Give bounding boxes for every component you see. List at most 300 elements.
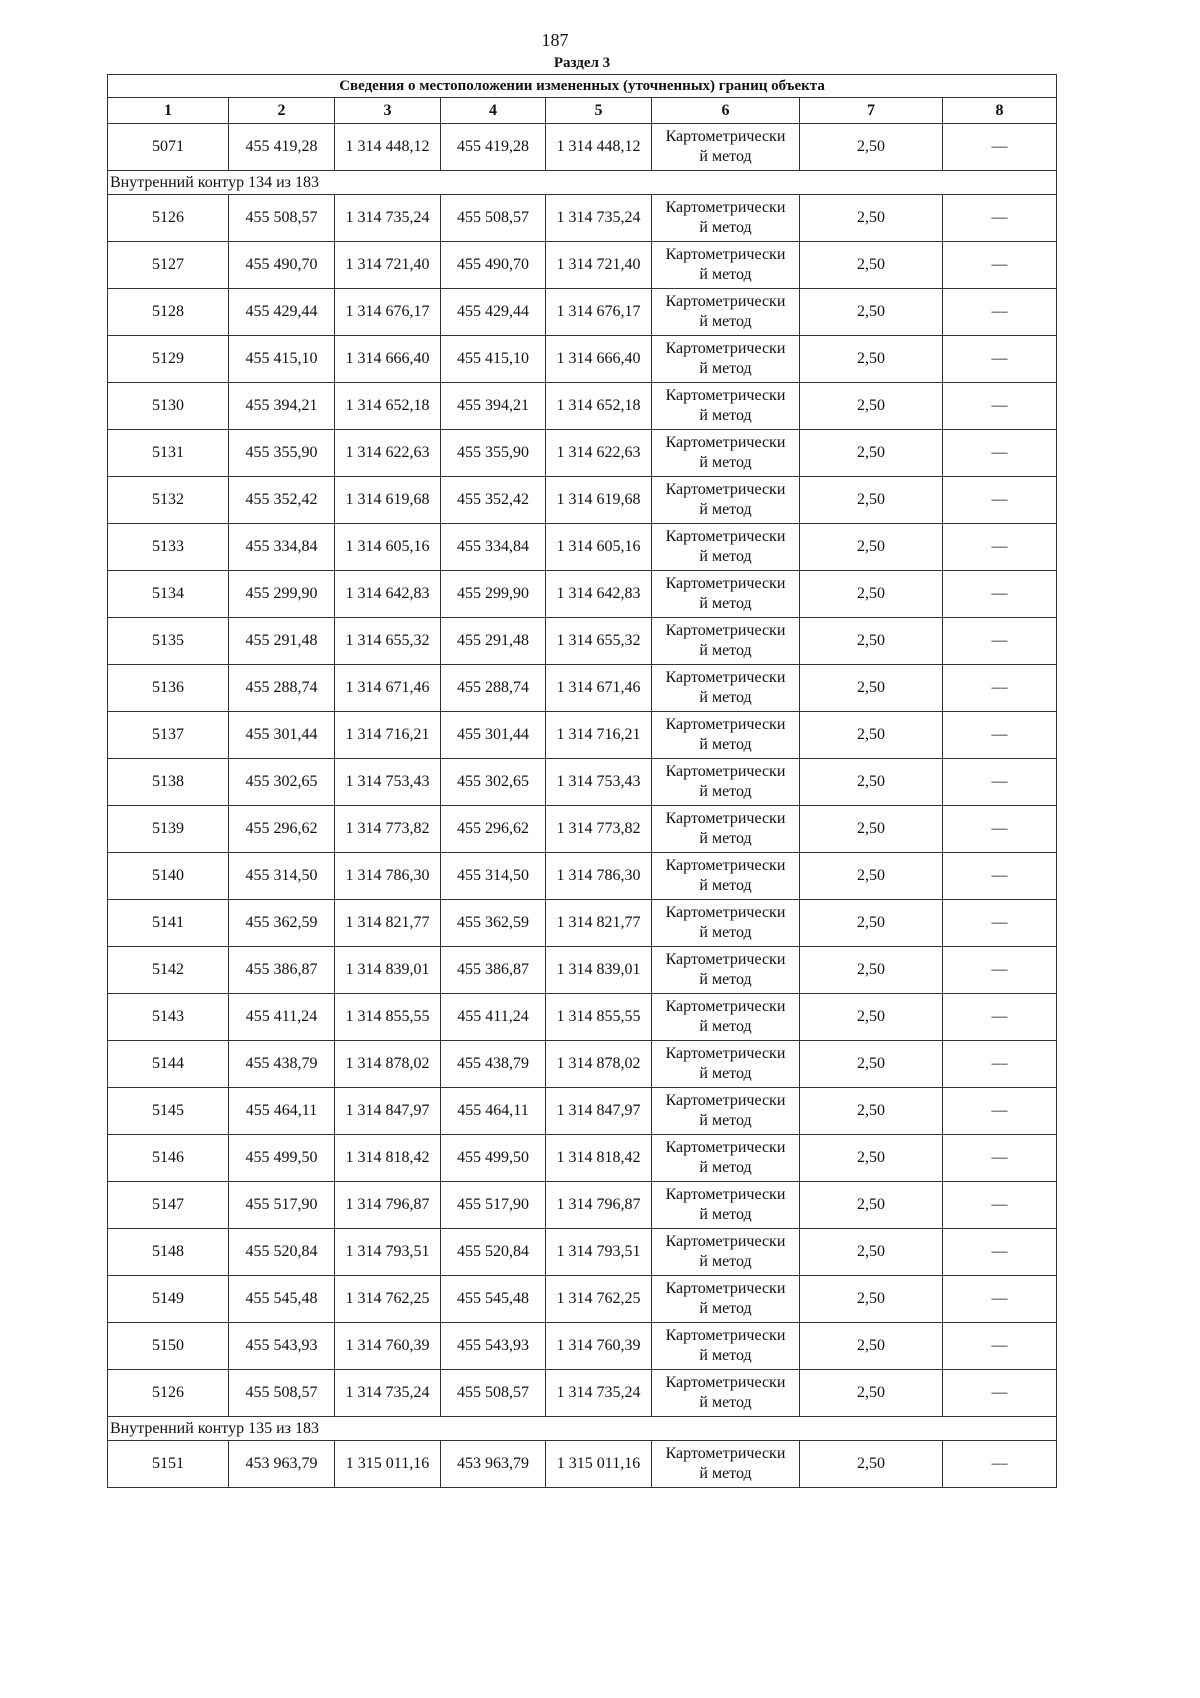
x-existing-cell: 455 545,48 — [229, 1276, 335, 1323]
description-cell: — — [943, 1182, 1057, 1229]
method-text-line1: Картометрически — [665, 340, 786, 357]
x-existing-cell: 455 508,57 — [229, 1370, 335, 1417]
description-cell: — — [943, 1088, 1057, 1135]
method-text-line1: Картометрически — [665, 622, 786, 639]
table-row — [108, 336, 1057, 383]
point-number-cell: 5132 — [108, 477, 229, 524]
accuracy-cell: 2,50 — [800, 430, 943, 477]
x-refined-cell: 455 517,90 — [441, 1182, 546, 1229]
method-text-line2: й метод — [699, 1253, 752, 1270]
accuracy-cell: 2,50 — [800, 1182, 943, 1229]
table-row — [108, 1135, 1057, 1182]
x-existing-cell: 455 490,70 — [229, 242, 335, 289]
contour-row — [108, 1417, 1057, 1441]
y-existing-cell: 1 314 652,18 — [335, 383, 441, 430]
table-row — [108, 853, 1057, 900]
y-refined-cell: 1 314 622,63 — [546, 430, 652, 477]
method-text-line1: Картометрически — [665, 1374, 786, 1391]
description-cell: — — [943, 759, 1057, 806]
point-number-cell: 5150 — [108, 1323, 229, 1370]
point-number-cell: 5147 — [108, 1182, 229, 1229]
method-cell — [652, 1276, 800, 1323]
x-existing-cell: 455 288,74 — [229, 665, 335, 712]
y-refined-cell: 1 314 762,25 — [546, 1276, 652, 1323]
x-refined-cell: 455 545,48 — [441, 1276, 546, 1323]
y-existing-cell: 1 314 878,02 — [335, 1041, 441, 1088]
accuracy-cell: 2,50 — [800, 477, 943, 524]
description-cell: — — [943, 1276, 1057, 1323]
accuracy-cell: 2,50 — [800, 336, 943, 383]
accuracy-cell: 2,50 — [800, 759, 943, 806]
accuracy-cell: 2,50 — [800, 1323, 943, 1370]
method-text-line1: Картометрически — [665, 810, 786, 827]
description-cell: — — [943, 712, 1057, 759]
point-number-cell: 5138 — [108, 759, 229, 806]
accuracy-cell: 2,50 — [800, 195, 943, 242]
contour-label: Внутренний контур 135 из 183 — [108, 1417, 1057, 1441]
method-cell — [652, 1229, 800, 1276]
method-cell — [652, 477, 800, 524]
method-text-line2: й метод — [699, 313, 752, 330]
table-row — [108, 289, 1057, 336]
table-row — [108, 1041, 1057, 1088]
point-number-cell: 5136 — [108, 665, 229, 712]
point-number-cell: 5148 — [108, 1229, 229, 1276]
x-refined-cell: 455 302,65 — [441, 759, 546, 806]
x-refined-cell: 455 394,21 — [441, 383, 546, 430]
method-cell — [652, 947, 800, 994]
x-refined-cell: 453 963,79 — [441, 1441, 546, 1488]
accuracy-cell: 2,50 — [800, 618, 943, 665]
method-text-line1: Картометрически — [665, 1139, 786, 1156]
method-cell — [652, 900, 800, 947]
y-existing-cell: 1 314 855,55 — [335, 994, 441, 1041]
table-row — [108, 477, 1057, 524]
method-text-line1: Картометрически — [665, 716, 786, 733]
y-refined-cell: 1 314 721,40 — [546, 242, 652, 289]
x-existing-cell: 455 419,28 — [229, 124, 335, 171]
point-number-cell: 5126 — [108, 1370, 229, 1417]
y-existing-cell: 1 314 666,40 — [335, 336, 441, 383]
y-refined-cell: 1 315 011,16 — [546, 1441, 652, 1488]
description-cell: — — [943, 665, 1057, 712]
y-refined-cell: 1 314 676,17 — [546, 289, 652, 336]
point-number-cell: 5137 — [108, 712, 229, 759]
point-number-cell: 5139 — [108, 806, 229, 853]
method-cell — [652, 618, 800, 665]
method-cell — [652, 759, 800, 806]
table-body — [108, 75, 1057, 1488]
table-row — [108, 242, 1057, 289]
accuracy-cell: 2,50 — [800, 524, 943, 571]
method-text-line1: Картометрически — [665, 904, 786, 921]
description-cell: — — [943, 195, 1057, 242]
method-text-line2: й метод — [699, 148, 752, 165]
x-existing-cell: 455 464,11 — [229, 1088, 335, 1135]
y-existing-cell: 1 314 796,87 — [335, 1182, 441, 1229]
method-text-line1: Картометрически — [665, 434, 786, 451]
point-number-cell: 5144 — [108, 1041, 229, 1088]
y-existing-cell: 1 314 676,17 — [335, 289, 441, 336]
y-existing-cell: 1 314 619,68 — [335, 477, 441, 524]
method-text-line2: й метод — [699, 360, 752, 377]
table-row — [108, 1441, 1057, 1488]
description-cell: — — [943, 1441, 1057, 1488]
x-refined-cell: 455 334,84 — [441, 524, 546, 571]
accuracy-cell: 2,50 — [800, 1441, 943, 1488]
method-text-line2: й метод — [699, 1300, 752, 1317]
method-cell — [652, 242, 800, 289]
method-cell — [652, 289, 800, 336]
table-row — [108, 806, 1057, 853]
table-row — [108, 665, 1057, 712]
method-cell — [652, 195, 800, 242]
x-existing-cell: 455 334,84 — [229, 524, 335, 571]
description-cell: — — [943, 289, 1057, 336]
table-row — [108, 124, 1057, 171]
x-existing-cell: 455 355,90 — [229, 430, 335, 477]
x-existing-cell: 455 291,48 — [229, 618, 335, 665]
method-text-line1: Картометрически — [665, 575, 786, 592]
contour-row — [108, 171, 1057, 195]
method-text-line1: Картометрически — [665, 481, 786, 498]
method-cell — [652, 1370, 800, 1417]
y-existing-cell: 1 314 762,25 — [335, 1276, 441, 1323]
y-refined-cell: 1 314 671,46 — [546, 665, 652, 712]
point-number-cell: 5146 — [108, 1135, 229, 1182]
boundary-coordinates-table — [107, 74, 1057, 1488]
method-cell — [652, 1182, 800, 1229]
y-refined-cell: 1 314 878,02 — [546, 1041, 652, 1088]
accuracy-cell: 2,50 — [800, 1229, 943, 1276]
x-refined-cell: 455 415,10 — [441, 336, 546, 383]
x-refined-cell: 455 362,59 — [441, 900, 546, 947]
y-existing-cell: 1 314 839,01 — [335, 947, 441, 994]
accuracy-cell: 2,50 — [800, 712, 943, 759]
method-text-line2: й метод — [699, 1159, 752, 1176]
accuracy-cell: 2,50 — [800, 994, 943, 1041]
description-cell: — — [943, 806, 1057, 853]
x-existing-cell: 455 302,65 — [229, 759, 335, 806]
method-text-line2: й метод — [699, 924, 752, 941]
table-row — [108, 712, 1057, 759]
method-text-line2: й метод — [699, 783, 752, 800]
x-existing-cell: 455 415,10 — [229, 336, 335, 383]
method-text-line2: й метод — [699, 1394, 752, 1411]
accuracy-cell: 2,50 — [800, 665, 943, 712]
method-text-line1: Картометрически — [665, 669, 786, 686]
y-existing-cell: 1 314 773,82 — [335, 806, 441, 853]
table-title-row — [108, 75, 1057, 98]
y-existing-cell: 1 314 622,63 — [335, 430, 441, 477]
method-cell — [652, 430, 800, 477]
y-existing-cell: 1 314 655,32 — [335, 618, 441, 665]
method-text-line2: й метод — [699, 1347, 752, 1364]
accuracy-cell: 2,50 — [800, 1088, 943, 1135]
x-refined-cell: 455 508,57 — [441, 1370, 546, 1417]
x-refined-cell: 455 429,44 — [441, 289, 546, 336]
method-cell — [652, 124, 800, 171]
x-existing-cell: 455 301,44 — [229, 712, 335, 759]
y-refined-cell: 1 314 619,68 — [546, 477, 652, 524]
y-existing-cell: 1 314 671,46 — [335, 665, 441, 712]
y-existing-cell: 1 314 847,97 — [335, 1088, 441, 1135]
accuracy-cell: 2,50 — [800, 383, 943, 430]
method-cell — [652, 524, 800, 571]
method-text-line1: Картометрически — [665, 1045, 786, 1062]
table-row — [108, 524, 1057, 571]
method-text-line2: й метод — [699, 971, 752, 988]
description-cell: — — [943, 336, 1057, 383]
x-existing-cell: 455 411,24 — [229, 994, 335, 1041]
method-text-line1: Картометрически — [665, 1092, 786, 1109]
method-text-line1: Картометрически — [665, 998, 786, 1015]
y-refined-cell: 1 314 753,43 — [546, 759, 652, 806]
point-number-cell: 5131 — [108, 430, 229, 477]
x-refined-cell: 455 411,24 — [441, 994, 546, 1041]
column-header: 3 — [335, 98, 441, 124]
method-text-line1: Картометрически — [665, 528, 786, 545]
y-refined-cell: 1 314 818,42 — [546, 1135, 652, 1182]
description-cell: — — [943, 1370, 1057, 1417]
point-number-cell: 5126 — [108, 195, 229, 242]
x-refined-cell: 455 296,62 — [441, 806, 546, 853]
accuracy-cell: 2,50 — [800, 124, 943, 171]
table-row — [108, 947, 1057, 994]
point-number-cell: 5151 — [108, 1441, 229, 1488]
point-number-cell: 5141 — [108, 900, 229, 947]
y-existing-cell: 1 314 605,16 — [335, 524, 441, 571]
method-text-line1: Картометрически — [665, 293, 786, 310]
x-refined-cell: 455 464,11 — [441, 1088, 546, 1135]
method-text-line1: Картометрически — [665, 128, 786, 145]
column-header: 8 — [943, 98, 1057, 124]
description-cell: — — [943, 383, 1057, 430]
contour-label: Внутренний контур 134 из 183 — [108, 171, 1057, 195]
description-cell: — — [943, 900, 1057, 947]
section-title: Раздел 3 — [553, 55, 611, 71]
point-number-cell: 5145 — [108, 1088, 229, 1135]
accuracy-cell: 2,50 — [800, 571, 943, 618]
y-existing-cell: 1 314 735,24 — [335, 1370, 441, 1417]
accuracy-cell: 2,50 — [800, 900, 943, 947]
x-refined-cell: 455 355,90 — [441, 430, 546, 477]
y-existing-cell: 1 314 793,51 — [335, 1229, 441, 1276]
method-text-line2: й метод — [699, 1065, 752, 1082]
y-refined-cell: 1 314 666,40 — [546, 336, 652, 383]
x-refined-cell: 455 288,74 — [441, 665, 546, 712]
method-text-line1: Картометрически — [665, 199, 786, 216]
method-text-line2: й метод — [699, 877, 752, 894]
y-refined-cell: 1 314 786,30 — [546, 853, 652, 900]
accuracy-cell: 2,50 — [800, 242, 943, 289]
page-number: 187 — [541, 30, 569, 50]
accuracy-cell: 2,50 — [800, 1041, 943, 1088]
description-cell: — — [943, 947, 1057, 994]
method-cell — [652, 665, 800, 712]
y-existing-cell: 1 314 448,12 — [335, 124, 441, 171]
point-number-cell: 5130 — [108, 383, 229, 430]
accuracy-cell: 2,50 — [800, 1370, 943, 1417]
x-existing-cell: 455 499,50 — [229, 1135, 335, 1182]
point-number-cell: 5140 — [108, 853, 229, 900]
table-row — [108, 383, 1057, 430]
description-cell: — — [943, 853, 1057, 900]
method-cell — [652, 383, 800, 430]
table-row — [108, 994, 1057, 1041]
x-refined-cell: 455 301,44 — [441, 712, 546, 759]
method-text-line1: Картометрически — [665, 951, 786, 968]
y-refined-cell: 1 314 735,24 — [546, 1370, 652, 1417]
method-text-line1: Картометрически — [665, 763, 786, 780]
x-existing-cell: 455 386,87 — [229, 947, 335, 994]
x-refined-cell: 455 499,50 — [441, 1135, 546, 1182]
y-refined-cell: 1 314 716,21 — [546, 712, 652, 759]
column-header: 7 — [800, 98, 943, 124]
method-text-line2: й метод — [699, 1206, 752, 1223]
table-row — [108, 1088, 1057, 1135]
y-existing-cell: 1 314 753,43 — [335, 759, 441, 806]
x-refined-cell: 455 438,79 — [441, 1041, 546, 1088]
table-row — [108, 900, 1057, 947]
point-number-cell: 5128 — [108, 289, 229, 336]
y-refined-cell: 1 314 839,01 — [546, 947, 652, 994]
method-cell — [652, 1041, 800, 1088]
x-existing-cell: 455 429,44 — [229, 289, 335, 336]
method-text-line2: й метод — [699, 501, 752, 518]
method-cell — [652, 1441, 800, 1488]
x-existing-cell: 455 362,59 — [229, 900, 335, 947]
description-cell: — — [943, 1323, 1057, 1370]
accuracy-cell: 2,50 — [800, 289, 943, 336]
x-existing-cell: 455 543,93 — [229, 1323, 335, 1370]
x-existing-cell: 455 517,90 — [229, 1182, 335, 1229]
description-cell: — — [943, 242, 1057, 289]
table-row — [108, 571, 1057, 618]
column-header: 4 — [441, 98, 546, 124]
x-existing-cell: 455 394,21 — [229, 383, 335, 430]
y-existing-cell: 1 314 786,30 — [335, 853, 441, 900]
x-existing-cell: 455 314,50 — [229, 853, 335, 900]
method-text-line1: Картометрически — [665, 1445, 786, 1462]
description-cell: — — [943, 1229, 1057, 1276]
column-header: 2 — [229, 98, 335, 124]
method-text-line2: й метод — [699, 689, 752, 706]
x-refined-cell: 455 299,90 — [441, 571, 546, 618]
y-existing-cell: 1 314 760,39 — [335, 1323, 441, 1370]
point-number-cell: 5143 — [108, 994, 229, 1041]
point-number-cell: 5129 — [108, 336, 229, 383]
x-refined-cell: 455 543,93 — [441, 1323, 546, 1370]
x-refined-cell: 455 508,57 — [441, 195, 546, 242]
y-refined-cell: 1 314 605,16 — [546, 524, 652, 571]
table-row — [108, 1182, 1057, 1229]
y-refined-cell: 1 314 847,97 — [546, 1088, 652, 1135]
method-cell — [652, 1088, 800, 1135]
y-refined-cell: 1 314 735,24 — [546, 195, 652, 242]
column-header: 5 — [546, 98, 652, 124]
description-cell: — — [943, 477, 1057, 524]
x-existing-cell: 455 352,42 — [229, 477, 335, 524]
method-text-line2: й метод — [699, 548, 752, 565]
table-header-row — [108, 98, 1057, 124]
method-text-line2: й метод — [699, 1465, 752, 1482]
y-existing-cell: 1 314 721,40 — [335, 242, 441, 289]
y-existing-cell: 1 315 011,16 — [335, 1441, 441, 1488]
x-refined-cell: 455 386,87 — [441, 947, 546, 994]
method-cell — [652, 1135, 800, 1182]
point-number-cell: 5134 — [108, 571, 229, 618]
method-cell — [652, 571, 800, 618]
x-refined-cell: 455 520,84 — [441, 1229, 546, 1276]
accuracy-cell: 2,50 — [800, 806, 943, 853]
x-existing-cell: 455 296,62 — [229, 806, 335, 853]
point-number-cell: 5071 — [108, 124, 229, 171]
method-cell — [652, 712, 800, 759]
x-existing-cell: 455 508,57 — [229, 195, 335, 242]
method-text-line1: Картометрически — [665, 246, 786, 263]
table-row — [108, 195, 1057, 242]
column-header: 1 — [108, 98, 229, 124]
table-row — [108, 1323, 1057, 1370]
point-number-cell: 5149 — [108, 1276, 229, 1323]
x-refined-cell: 455 490,70 — [441, 242, 546, 289]
y-existing-cell: 1 314 642,83 — [335, 571, 441, 618]
y-refined-cell: 1 314 793,51 — [546, 1229, 652, 1276]
description-cell: — — [943, 430, 1057, 477]
method-text-line2: й метод — [699, 830, 752, 847]
y-refined-cell: 1 314 760,39 — [546, 1323, 652, 1370]
x-refined-cell: 455 314,50 — [441, 853, 546, 900]
y-existing-cell: 1 314 818,42 — [335, 1135, 441, 1182]
x-existing-cell: 455 299,90 — [229, 571, 335, 618]
accuracy-cell: 2,50 — [800, 1135, 943, 1182]
y-existing-cell: 1 314 716,21 — [335, 712, 441, 759]
x-refined-cell: 455 419,28 — [441, 124, 546, 171]
description-cell: — — [943, 124, 1057, 171]
description-cell: — — [943, 1135, 1057, 1182]
method-text-line2: й метод — [699, 1112, 752, 1129]
table-row — [108, 430, 1057, 477]
accuracy-cell: 2,50 — [800, 853, 943, 900]
table-row — [108, 1229, 1057, 1276]
method-text-line2: й метод — [699, 595, 752, 612]
point-number-cell: 5142 — [108, 947, 229, 994]
method-text-line1: Картометрически — [665, 1327, 786, 1344]
method-cell — [652, 1323, 800, 1370]
method-cell — [652, 994, 800, 1041]
accuracy-cell: 2,50 — [800, 1276, 943, 1323]
y-refined-cell: 1 314 773,82 — [546, 806, 652, 853]
y-refined-cell: 1 314 642,83 — [546, 571, 652, 618]
point-number-cell: 5133 — [108, 524, 229, 571]
point-number-cell: 5127 — [108, 242, 229, 289]
x-existing-cell: 453 963,79 — [229, 1441, 335, 1488]
method-text-line1: Картометрически — [665, 387, 786, 404]
y-refined-cell: 1 314 855,55 — [546, 994, 652, 1041]
method-text-line1: Картометрически — [665, 1186, 786, 1203]
description-cell: — — [943, 994, 1057, 1041]
description-cell: — — [943, 571, 1057, 618]
x-existing-cell: 455 438,79 — [229, 1041, 335, 1088]
y-refined-cell: 1 314 796,87 — [546, 1182, 652, 1229]
y-existing-cell: 1 314 821,77 — [335, 900, 441, 947]
description-cell: — — [943, 1041, 1057, 1088]
x-refined-cell: 455 291,48 — [441, 618, 546, 665]
method-text-line2: й метод — [699, 266, 752, 283]
method-text-line2: й метод — [699, 219, 752, 236]
method-text-line1: Картометрически — [665, 857, 786, 874]
